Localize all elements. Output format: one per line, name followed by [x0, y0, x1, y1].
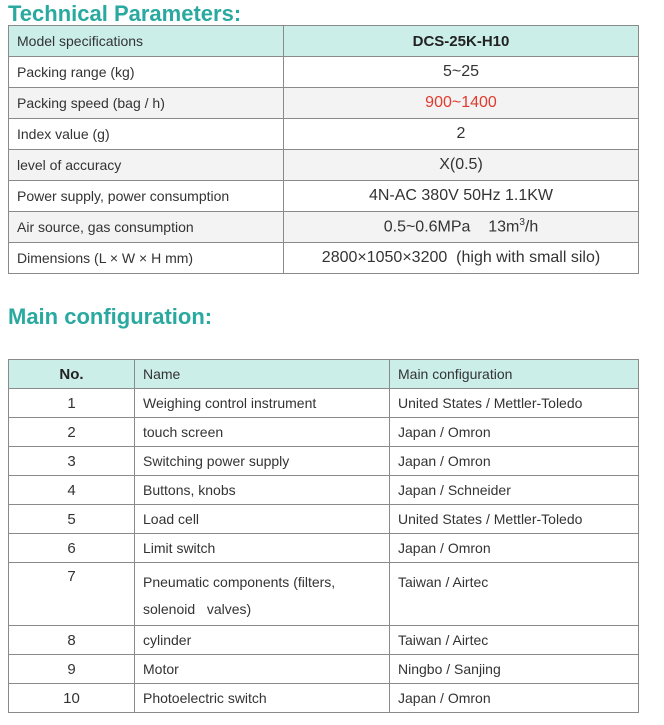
row-config: Japan / Omron	[390, 447, 639, 476]
param-label: level of accuracy	[9, 150, 284, 181]
row-config: Taiwan / Airtec	[390, 563, 639, 626]
table-row	[9, 181, 639, 212]
param-value: 4N-AC 380V 50Hz 1.1KW	[284, 181, 639, 212]
table-row	[9, 505, 639, 534]
row-name: Load cell	[135, 505, 390, 534]
table-row	[9, 476, 639, 505]
row-name: touch screen	[135, 418, 390, 447]
param-label: Packing speed (bag / h)	[9, 88, 284, 119]
row-no: 9	[9, 655, 135, 684]
table-row	[9, 243, 639, 274]
param-label: Index value (g)	[9, 119, 284, 150]
row-name: Switching power supply	[135, 447, 390, 476]
param-label: Air source, gas consumption	[9, 212, 284, 243]
row-config: Japan / Omron	[390, 418, 639, 447]
row-config: Taiwan / Airtec	[390, 626, 639, 655]
header-no: No.	[9, 360, 135, 389]
air-value-tail: /h	[524, 218, 539, 236]
row-name-line1: Pneumatic components (filters,	[143, 574, 336, 590]
param-label: Power supply, power consumption	[9, 181, 284, 212]
param-value: 2	[284, 119, 639, 150]
row-config: Japan / Omron	[390, 684, 639, 713]
row-name	[135, 563, 390, 626]
header-name: Name	[135, 360, 390, 389]
table-row	[9, 418, 639, 447]
technical-parameters-heading: Technical Parameters:	[8, 1, 242, 26]
header-config: Main configuration	[390, 360, 639, 389]
table-row	[9, 119, 639, 150]
technical-parameters-table	[8, 25, 639, 274]
table-row	[9, 88, 639, 119]
row-no: 7	[9, 563, 135, 626]
param-value: 900~1400	[284, 88, 639, 119]
row-name: Buttons, knobs	[135, 476, 390, 505]
param-value: 2800×1050×3200 (high with small silo)	[284, 243, 639, 274]
row-config: Japan / Schneider	[390, 476, 639, 505]
row-no: 1	[9, 389, 135, 418]
table-row	[9, 212, 639, 243]
row-name: Photoelectric switch	[135, 684, 390, 713]
row-no: 6	[9, 534, 135, 563]
row-name: Motor	[135, 655, 390, 684]
table-row	[9, 150, 639, 181]
table-row	[9, 563, 639, 626]
table-row	[9, 57, 639, 88]
air-value-superscript: 3	[519, 217, 525, 229]
table-row	[9, 655, 639, 684]
table-row	[9, 626, 639, 655]
row-config: United States / Mettler-Toledo	[390, 389, 639, 418]
param-value: 5~25	[284, 57, 639, 88]
table-row	[9, 684, 639, 713]
row-no: 3	[9, 447, 135, 476]
row-name-line2: solenoid valves)	[143, 601, 252, 617]
table-header-row	[9, 360, 639, 389]
row-no: 2	[9, 418, 135, 447]
row-no: 8	[9, 626, 135, 655]
row-name: Weighing control instrument	[135, 389, 390, 418]
main-configuration-table	[8, 359, 639, 713]
table-row	[9, 534, 639, 563]
param-label: Dimensions (L × W × H mm)	[9, 243, 284, 274]
param-value: DCS-25K-H10	[284, 26, 639, 57]
row-no: 10	[9, 684, 135, 713]
table-row	[9, 389, 639, 418]
main-configuration-heading: Main configuration:	[8, 304, 213, 329]
row-name: Limit switch	[135, 534, 390, 563]
table-row	[9, 447, 639, 476]
row-config: Ningbo / Sanjing	[390, 655, 639, 684]
row-config: Japan / Omron	[390, 534, 639, 563]
row-config: United States / Mettler-Toledo	[390, 505, 639, 534]
param-label: Model specifications	[9, 26, 284, 57]
row-no: 5	[9, 505, 135, 534]
table-row	[9, 26, 639, 57]
air-value-main: 0.5~0.6MPa 13m	[383, 218, 520, 236]
row-no: 4	[9, 476, 135, 505]
param-label: Packing range (kg)	[9, 57, 284, 88]
param-value	[284, 212, 639, 243]
row-name: cylinder	[135, 626, 390, 655]
param-value: X(0.5)	[284, 150, 639, 181]
